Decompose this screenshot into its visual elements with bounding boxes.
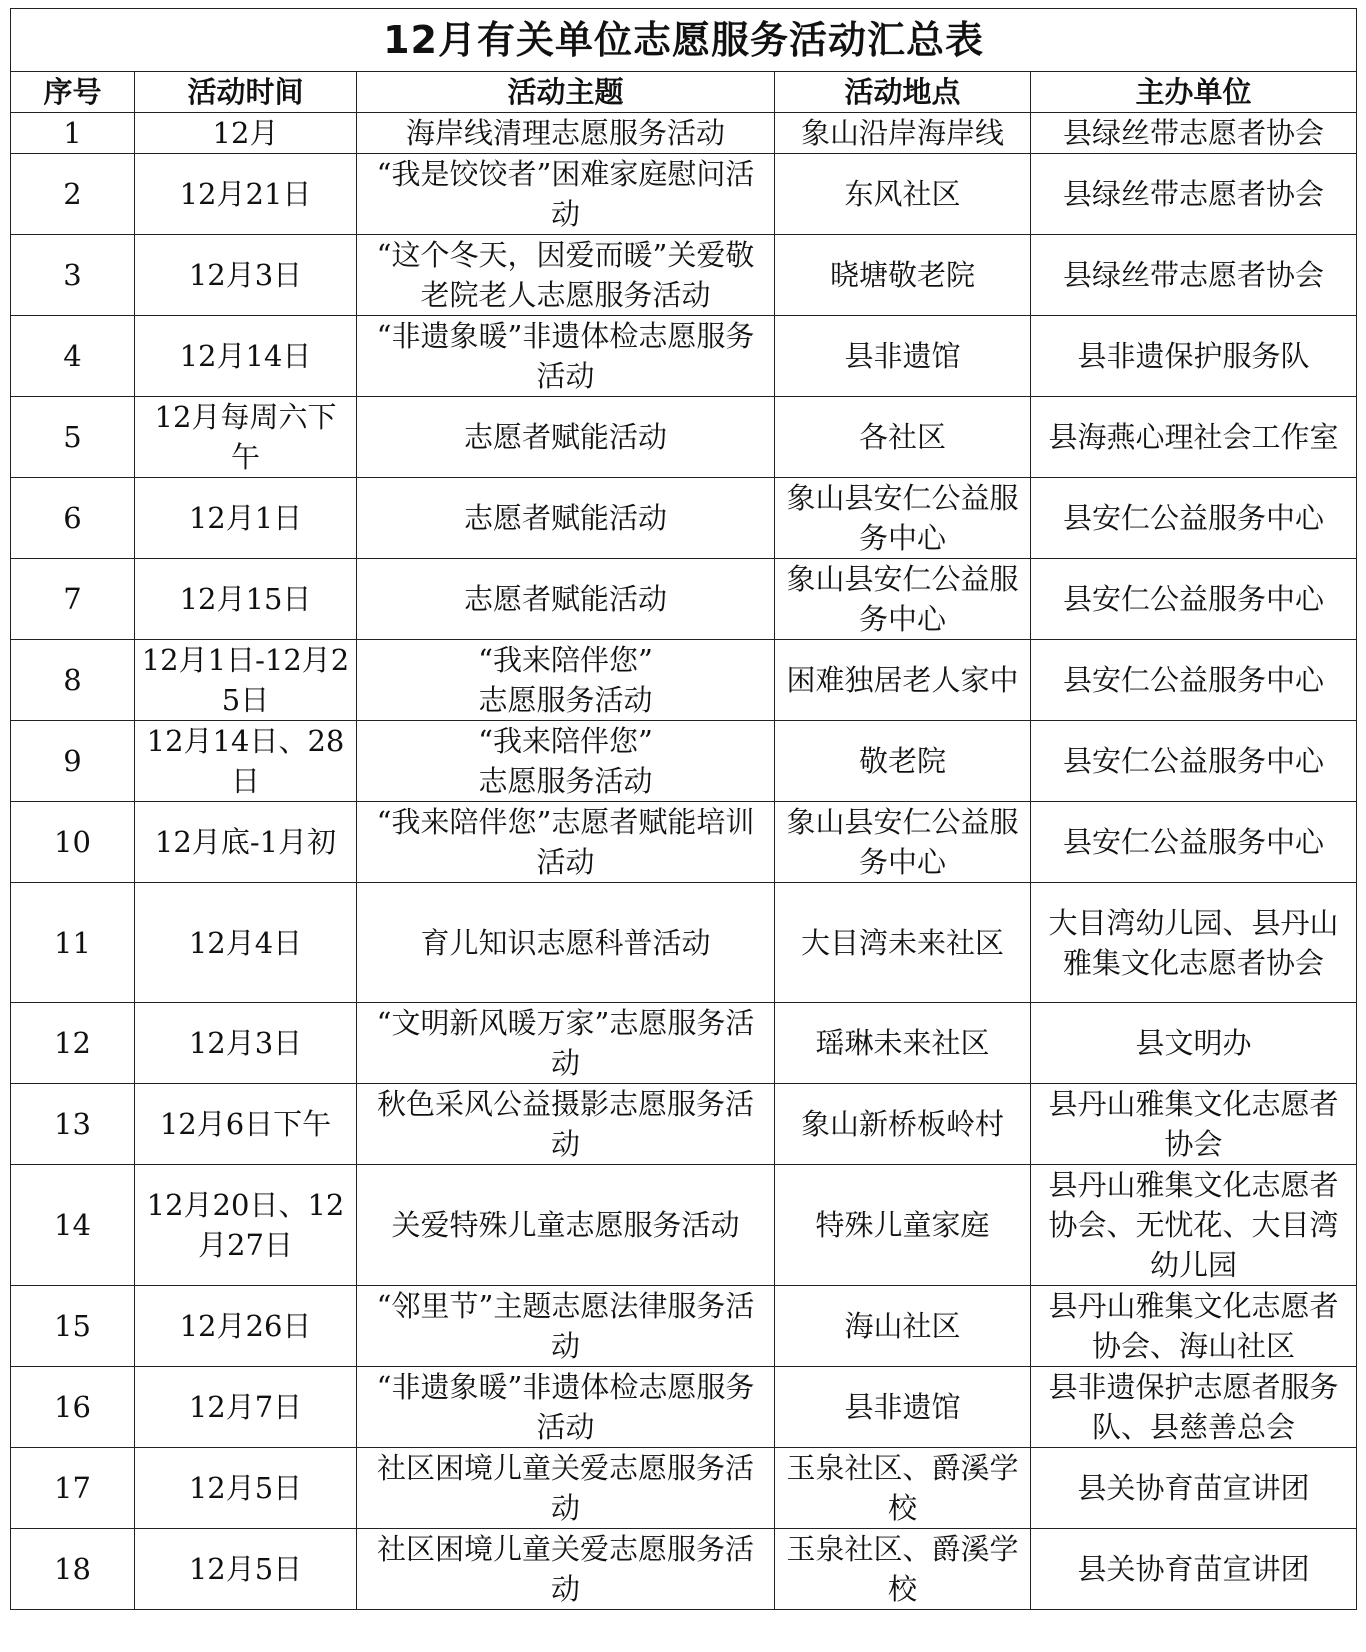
cell-place: 象山县安仁公益服务中心 (775, 478, 1031, 559)
cell-time: 12月26日 (135, 1286, 357, 1367)
cell-org: 县安仁公益服务中心 (1031, 802, 1357, 883)
cell-no: 18 (11, 1529, 135, 1610)
cell-no: 3 (11, 235, 135, 316)
cell-place: 玉泉社区、爵溪学校 (775, 1448, 1031, 1529)
cell-time: 12月21日 (135, 154, 357, 235)
cell-no: 11 (11, 883, 135, 1003)
cell-org: 县绿丝带志愿者协会 (1031, 154, 1357, 235)
cell-time: 12月1日 (135, 478, 357, 559)
cell-topic: “我来陪伴您”志愿者赋能培训活动 (357, 802, 775, 883)
summary-sheet (10, 8, 1356, 1610)
cell-org: 县绿丝带志愿者协会 (1031, 235, 1357, 316)
cell-time: 12月每周六下午 (135, 397, 357, 478)
cell-org: 县安仁公益服务中心 (1031, 559, 1357, 640)
table-row (11, 397, 1357, 478)
cell-place: 晓塘敬老院 (775, 235, 1031, 316)
cell-org: 县绿丝带志愿者协会 (1031, 113, 1357, 154)
cell-org: 县关协育苗宣讲团 (1031, 1529, 1357, 1610)
cell-topic: “非遗象暖”非遗体检志愿服务活动 (357, 316, 775, 397)
table-row (11, 559, 1357, 640)
header-place: 活动地点 (775, 72, 1031, 113)
table-title: 12月有关单位志愿服务活动汇总表 (11, 9, 1357, 72)
cell-topic: 社区困境儿童关爱志愿服务活动 (357, 1448, 775, 1529)
cell-place: 县非遗馆 (775, 316, 1031, 397)
cell-place: 象山沿岸海岸线 (775, 113, 1031, 154)
cell-no: 10 (11, 802, 135, 883)
cell-time: 12月4日 (135, 883, 357, 1003)
cell-no: 17 (11, 1448, 135, 1529)
cell-topic: “非遗象暖”非遗体检志愿服务活动 (357, 1367, 775, 1448)
cell-no: 12 (11, 1003, 135, 1084)
cell-place: 海山社区 (775, 1286, 1031, 1367)
cell-topic: 育儿知识志愿科普活动 (357, 883, 775, 1003)
cell-no: 6 (11, 478, 135, 559)
cell-no: 7 (11, 559, 135, 640)
cell-place: 敬老院 (775, 721, 1031, 802)
cell-org: 县安仁公益服务中心 (1031, 721, 1357, 802)
cell-time: 12月1日-12月25日 (135, 640, 357, 721)
cell-no: 16 (11, 1367, 135, 1448)
table-row (11, 1448, 1357, 1529)
cell-place: 特殊儿童家庭 (775, 1165, 1031, 1286)
cell-place: 象山新桥板岭村 (775, 1084, 1031, 1165)
cell-time: 12月14日、28日 (135, 721, 357, 802)
table-row (11, 1003, 1357, 1084)
table-row (11, 883, 1357, 1003)
table-row (11, 721, 1357, 802)
cell-topic: 秋色采风公益摄影志愿服务活动 (357, 1084, 775, 1165)
table-row (11, 1286, 1357, 1367)
cell-place: 象山县安仁公益服务中心 (775, 802, 1031, 883)
topic-line: “我来陪伴您” (478, 643, 653, 677)
table-row (11, 1084, 1357, 1165)
table-row (11, 1529, 1357, 1610)
table-row (11, 1165, 1357, 1286)
table-row (11, 154, 1357, 235)
cell-no: 8 (11, 640, 135, 721)
cell-org: 县关协育苗宣讲团 (1031, 1448, 1357, 1529)
cell-no: 2 (11, 154, 135, 235)
table-row (11, 478, 1357, 559)
table-row (11, 1367, 1357, 1448)
cell-org: 县丹山雅集文化志愿者协会 (1031, 1084, 1357, 1165)
cell-org: 县非遗保护服务队 (1031, 316, 1357, 397)
cell-topic: 社区困境儿童关爱志愿服务活动 (357, 1529, 775, 1610)
table-row (11, 802, 1357, 883)
cell-time: 12月7日 (135, 1367, 357, 1448)
cell-org: 县丹山雅集文化志愿者协会、海山社区 (1031, 1286, 1357, 1367)
cell-time: 12月3日 (135, 235, 357, 316)
cell-org: 县文明办 (1031, 1003, 1357, 1084)
cell-time: 12月14日 (135, 316, 357, 397)
cell-topic: “这个冬天，因爱而暖”关爱敬老院老人志愿服务活动 (357, 235, 775, 316)
cell-org: 县安仁公益服务中心 (1031, 478, 1357, 559)
cell-place: 东风社区 (775, 154, 1031, 235)
cell-topic: 志愿者赋能活动 (357, 397, 775, 478)
cell-time: 12月20日、12月27日 (135, 1165, 357, 1286)
cell-time: 12月5日 (135, 1529, 357, 1610)
volunteer-activity-table (10, 8, 1357, 1610)
cell-no: 13 (11, 1084, 135, 1165)
table-row (11, 113, 1357, 154)
cell-topic: “文明新风暖万家”志愿服务活动 (357, 1003, 775, 1084)
header-org: 主办单位 (1031, 72, 1357, 113)
cell-no: 5 (11, 397, 135, 478)
header-time: 活动时间 (135, 72, 357, 113)
cell-place: 象山县安仁公益服务中心 (775, 559, 1031, 640)
cell-org: 县非遗保护志愿者服务队、县慈善总会 (1031, 1367, 1357, 1448)
header-topic: 活动主题 (357, 72, 775, 113)
topic-line: “我来陪伴您” (478, 724, 653, 758)
cell-time: 12月3日 (135, 1003, 357, 1084)
cell-topic: 志愿者赋能活动 (357, 559, 775, 640)
header-row (11, 72, 1357, 113)
cell-no: 4 (11, 316, 135, 397)
cell-place: 困难独居老人家中 (775, 640, 1031, 721)
table-row (11, 316, 1357, 397)
cell-topic: 海岸线清理志愿服务活动 (357, 113, 775, 154)
cell-time: 12月5日 (135, 1448, 357, 1529)
cell-place: 玉泉社区、爵溪学校 (775, 1529, 1031, 1610)
cell-org: 县安仁公益服务中心 (1031, 640, 1357, 721)
cell-no: 9 (11, 721, 135, 802)
topic-line: 志愿服务活动 (478, 683, 653, 717)
cell-org: 大目湾幼儿园、县丹山雅集文化志愿者协会 (1031, 883, 1357, 1003)
topic-line: 志愿服务活动 (478, 764, 653, 798)
cell-place: 瑶琳未来社区 (775, 1003, 1031, 1084)
cell-time: 12月6日下午 (135, 1084, 357, 1165)
cell-org: 县海燕心理社会工作室 (1031, 397, 1357, 478)
cell-org: 县丹山雅集文化志愿者协会、无忧花、大目湾幼儿园 (1031, 1165, 1357, 1286)
cell-no: 1 (11, 113, 135, 154)
cell-place: 县非遗馆 (775, 1367, 1031, 1448)
cell-time: 12月15日 (135, 559, 357, 640)
cell-topic: 关爱特殊儿童志愿服务活动 (357, 1165, 775, 1286)
cell-topic: “邻里节”主题志愿法律服务活动 (357, 1286, 775, 1367)
table-row (11, 235, 1357, 316)
cell-topic: 志愿者赋能活动 (357, 478, 775, 559)
cell-no: 14 (11, 1165, 135, 1286)
cell-place: 各社区 (775, 397, 1031, 478)
cell-time: 12月底-1月初 (135, 802, 357, 883)
cell-topic (357, 721, 775, 802)
title-row (11, 9, 1357, 72)
cell-topic: “我是饺饺者”困难家庭慰问活动 (357, 154, 775, 235)
header-no: 序号 (11, 72, 135, 113)
cell-place: 大目湾未来社区 (775, 883, 1031, 1003)
cell-topic (357, 640, 775, 721)
table-row (11, 640, 1357, 721)
cell-no: 15 (11, 1286, 135, 1367)
cell-time: 12月 (135, 113, 357, 154)
